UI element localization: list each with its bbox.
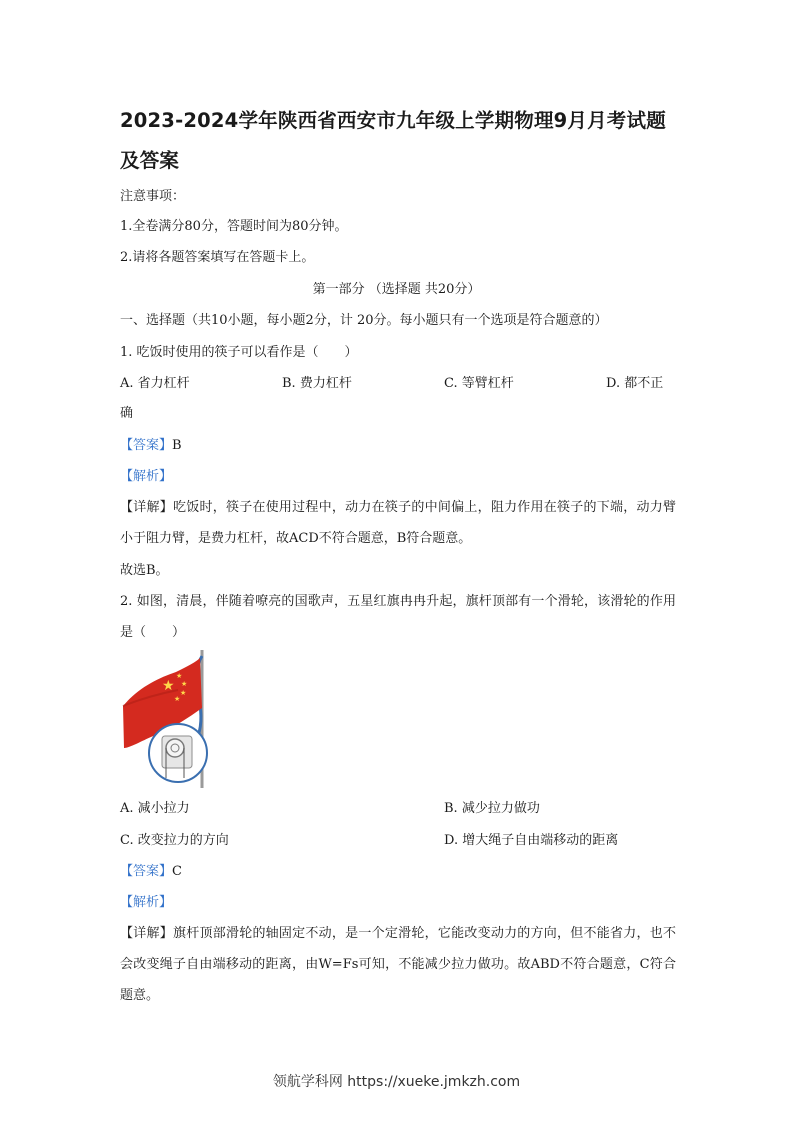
flag-small-star-icon: ★ — [176, 672, 183, 680]
section-heading: 一、选择题（共10小题，每小题2分，计 20分。每小题只有一个选项是符合题意的） — [120, 313, 608, 328]
detail-tag: 【详解】 — [120, 926, 173, 941]
q1-option-d-wrap: 确 — [120, 406, 134, 421]
flag-large-star-icon: ★ — [162, 678, 175, 694]
q2-detail-text: 旗杆顶部滑轮的轴固定不动，是一个定滑轮，它能改变动力的方向，但不能省力，也不会改变绳子自由端移动的距离，由W=Fs可知，不能减少拉力做功。故ABD不符合题意，C符合题意。 — [120, 926, 676, 1003]
notice-item-2: 2.请将各题答案填写在答题卡上。 — [120, 250, 315, 265]
q2-option-a: A. 减小拉力 — [120, 801, 190, 816]
page-footer: 领航学科网 https://xueke.jmkzh.com — [272, 1074, 521, 1090]
q2-stem: 2. 如图，清晨，伴随着嘹亮的国歌声，五星红旗冉冉升起，旗杆顶部有一个滑轮，该滑轮的作用是（ ） — [120, 594, 676, 640]
page-title: 2023-2024学年陕西省西安市九年级上学期物理9月月考试题及答案 — [120, 109, 666, 172]
q2-analysis-tag: 【解析】 — [120, 895, 173, 910]
q1-detail-text: 吃饭时，筷子在使用过程中，动力在筷子的中间偏上，阻力作用在筷子的下端，动力臂小于阻力臂，是费力杠杆，故ACD不符合题意，B符合题意。 — [120, 500, 676, 546]
q2-option-c: C. 改变拉力的方向 — [120, 833, 229, 848]
notice-heading: 注意事项： — [120, 189, 186, 204]
q1-answer-value: B — [172, 438, 182, 453]
q2-answer — [120, 863, 182, 881]
q2-answer-value: C — [172, 864, 182, 879]
q1-option-c: C. 等臂杠杆 — [444, 376, 514, 391]
flag-pulley-figure — [118, 648, 218, 793]
q1-analysis-tag: 【解析】 — [120, 469, 173, 484]
notice-item-1: 1.全卷满分80分，答题时间为80分钟。 — [120, 219, 348, 234]
q1-answer — [120, 437, 182, 455]
part-heading: 第一部分 （选择题 共20分） — [312, 282, 481, 297]
answer-tag: 【答案】 — [120, 438, 173, 453]
flag-small-star-icon: ★ — [181, 680, 188, 688]
q1-option-d: D. 都不正 — [606, 376, 664, 391]
pulley-wheel — [166, 739, 184, 757]
q2-option-b: B. 减少拉力做功 — [444, 801, 540, 816]
flag-small-star-icon: ★ — [180, 689, 187, 697]
q1-option-b: B. 费力杠杆 — [282, 376, 352, 391]
answer-tag: 【答案】 — [120, 864, 173, 879]
q1-option-a: A. 省力杠杆 — [120, 376, 190, 391]
q2-option-d: D. 增大绳子自由端移动的距离 — [444, 833, 619, 848]
q2-detail — [120, 918, 676, 1011]
flag-small-star-icon: ★ — [174, 695, 181, 703]
q1-stem: 1. 吃饭时使用的筷子可以看作是（ ） — [120, 345, 358, 360]
q1-detail — [120, 492, 676, 554]
q1-conclusion: 故选B。 — [120, 563, 169, 578]
detail-tag: 【详解】 — [120, 500, 173, 515]
